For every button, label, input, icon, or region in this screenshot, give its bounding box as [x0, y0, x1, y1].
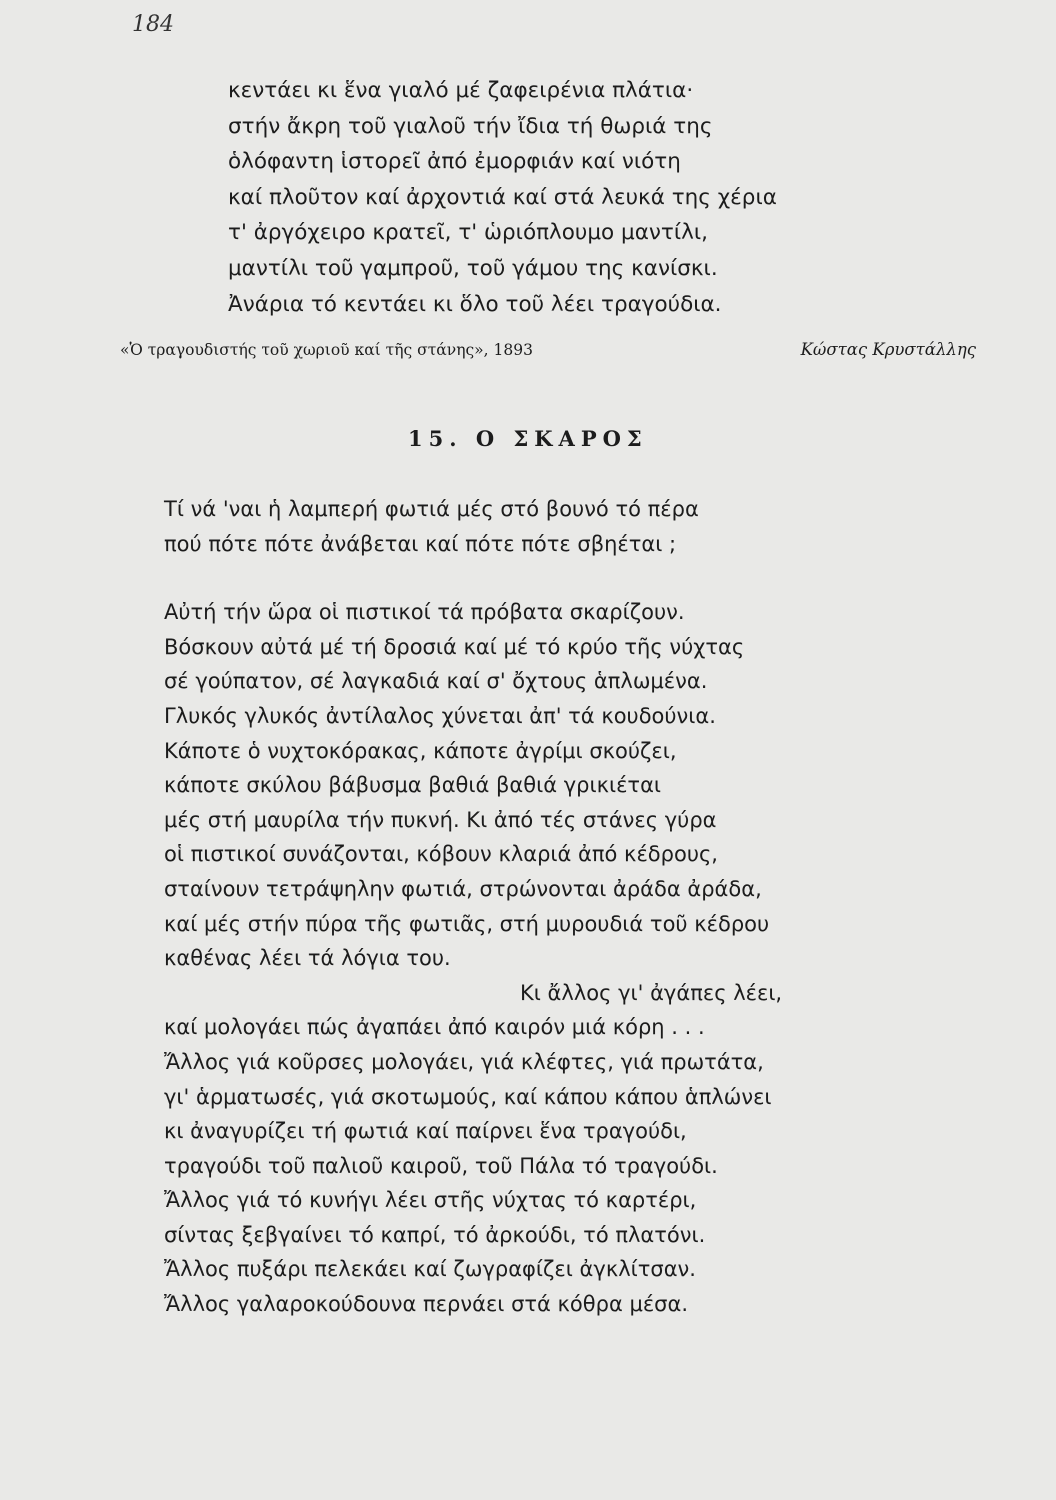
poem-line: σέ γούπατον, σέ λαγκαδιά καί σ' ὄχτους ἁπλωμένα. — [164, 669, 708, 694]
poem-line: καί μές στήν πύρα τῆς φωτιᾶς, στή μυρουδιά τοῦ κέδρου — [164, 911, 770, 936]
poem-line: σταίνουν τετράψηλην φωτιά, στρώνονται ἀράδα ἀράδα, — [164, 876, 762, 901]
poem-excerpt — [228, 73, 777, 322]
poem-line: Κάποτε ὁ νυχτοκόρακας, κάποτε ἀγρίμι σκούζει, — [164, 738, 677, 763]
poem-line: Τί νά 'ναι ἡ λαμπερή φωτιά μές στό βουνό τό πέρα — [164, 497, 699, 521]
poem-title: 15. Ο ΣΚΑΡΟΣ — [408, 426, 648, 451]
attribution — [120, 340, 976, 359]
poem-line: τραγούδι τοῦ παλιοῦ καιροῦ, τοῦ Πάλα τό τραγούδι. — [164, 1153, 718, 1178]
poem-line: κεντάει κι ἕνα γιαλό μέ ζαφειρένια πλάτια· — [228, 78, 694, 103]
poem-line: τ' ἀργόχειρο κρατεῖ, τ' ὡριόπλουμο μαντίλι, — [228, 220, 708, 246]
poem-line: Γλυκός γλυκός ἀντίλαλος χύνεται ἀπ' τά κουδούνια. — [164, 703, 716, 728]
poem-line: Ἄλλος γιά κοῦρσες μολογάει, γιά κλέφτες, γιά πρωτάτα, — [164, 1049, 764, 1074]
poem-line: Ἀνάρια τό κεντάει κι ὅλο τοῦ λέει τραγούδια. — [228, 291, 722, 317]
poem-line: Βόσκουν αὐτά μέ τή δροσιά καί μέ τό κρύο τῆς νύχτας — [164, 634, 745, 659]
poem-line: Ἄλλος πυξάρι πελεκάει καί ζωγραφίζει ἀγκλίτσαν. — [164, 1257, 696, 1282]
poem-line: καθένας λέει τά λόγια του. — [164, 946, 451, 971]
poem-line: κάποτε σκύλου βάβυσμα βαθιά βαθιά γρικιέται — [164, 773, 662, 798]
poem-line: γι' ἁρματωσές, γιά σκοτωμούς, καί κάπου κάπου ἁπλώνει — [164, 1084, 772, 1109]
poem-line: ὁλόφαντη ἱστορεῖ ἀπό ἐμορφιάν καί νιότη — [228, 149, 681, 175]
poem-line: στήν ἄκρη τοῦ γιαλοῦ τήν ἴδια τή θωριά της — [228, 113, 713, 139]
poem-line: πού πότε πότε ἀνάβεται καί πότε πότε σβηέται ; — [164, 531, 677, 556]
poem-line: καί μολογάει πώς ἀγαπάει ἀπό καιρόν μιά κόρη . . . — [164, 1015, 705, 1040]
stanza-break — [164, 561, 782, 595]
poem-line: οἱ πιστικοί συνάζονται, κόβουν κλαριά ἀπό κέδρους, — [164, 842, 718, 867]
poem-line: Ἄλλος γιά τό κυνήγι λέει στῆς νύχτας τό καρτέρι, — [164, 1188, 697, 1213]
poem-body — [164, 492, 782, 1322]
poem-line: μαντίλι τοῦ γαμπροῦ, τοῦ γάμου της κανίσκι. — [228, 255, 718, 281]
poem-line-indented: Κι ἄλλος γι' ἀγάπες λέει, — [520, 980, 783, 1005]
poem-line: μές στή μαυρίλα τήν πυκνή. Κι ἀπό τές στάνες γύρα — [164, 807, 717, 832]
poem-line: Ἄλλος γαλαροκούδουνα περνάει στά κόθρα μέσα. — [164, 1292, 689, 1317]
attribution-author: Κώστας Κρυστάλλης — [800, 340, 976, 359]
poem-line: καί πλοῦτον καί ἀρχοντιά καί στά λευκά της χέρια — [228, 184, 777, 210]
poem-line: σίντας ξεβγαίνει τό καπρί, τό ἀρκούδι, τό πλατόνι. — [164, 1222, 706, 1247]
poem-line: Αὐτή τήν ὥρα οἱ πιστικοί τά πρόβατα σκαρίζουν. — [164, 600, 685, 625]
poem-line: κι ἀναγυρίζει τή φωτιά καί παίρνει ἕνα τραγούδι, — [164, 1119, 687, 1144]
attribution-source: «Ὁ τραγουδιστής τοῦ χωριοῦ καί τῆς στάνης», 1893 — [120, 341, 533, 359]
page-number: 184 — [132, 12, 174, 37]
